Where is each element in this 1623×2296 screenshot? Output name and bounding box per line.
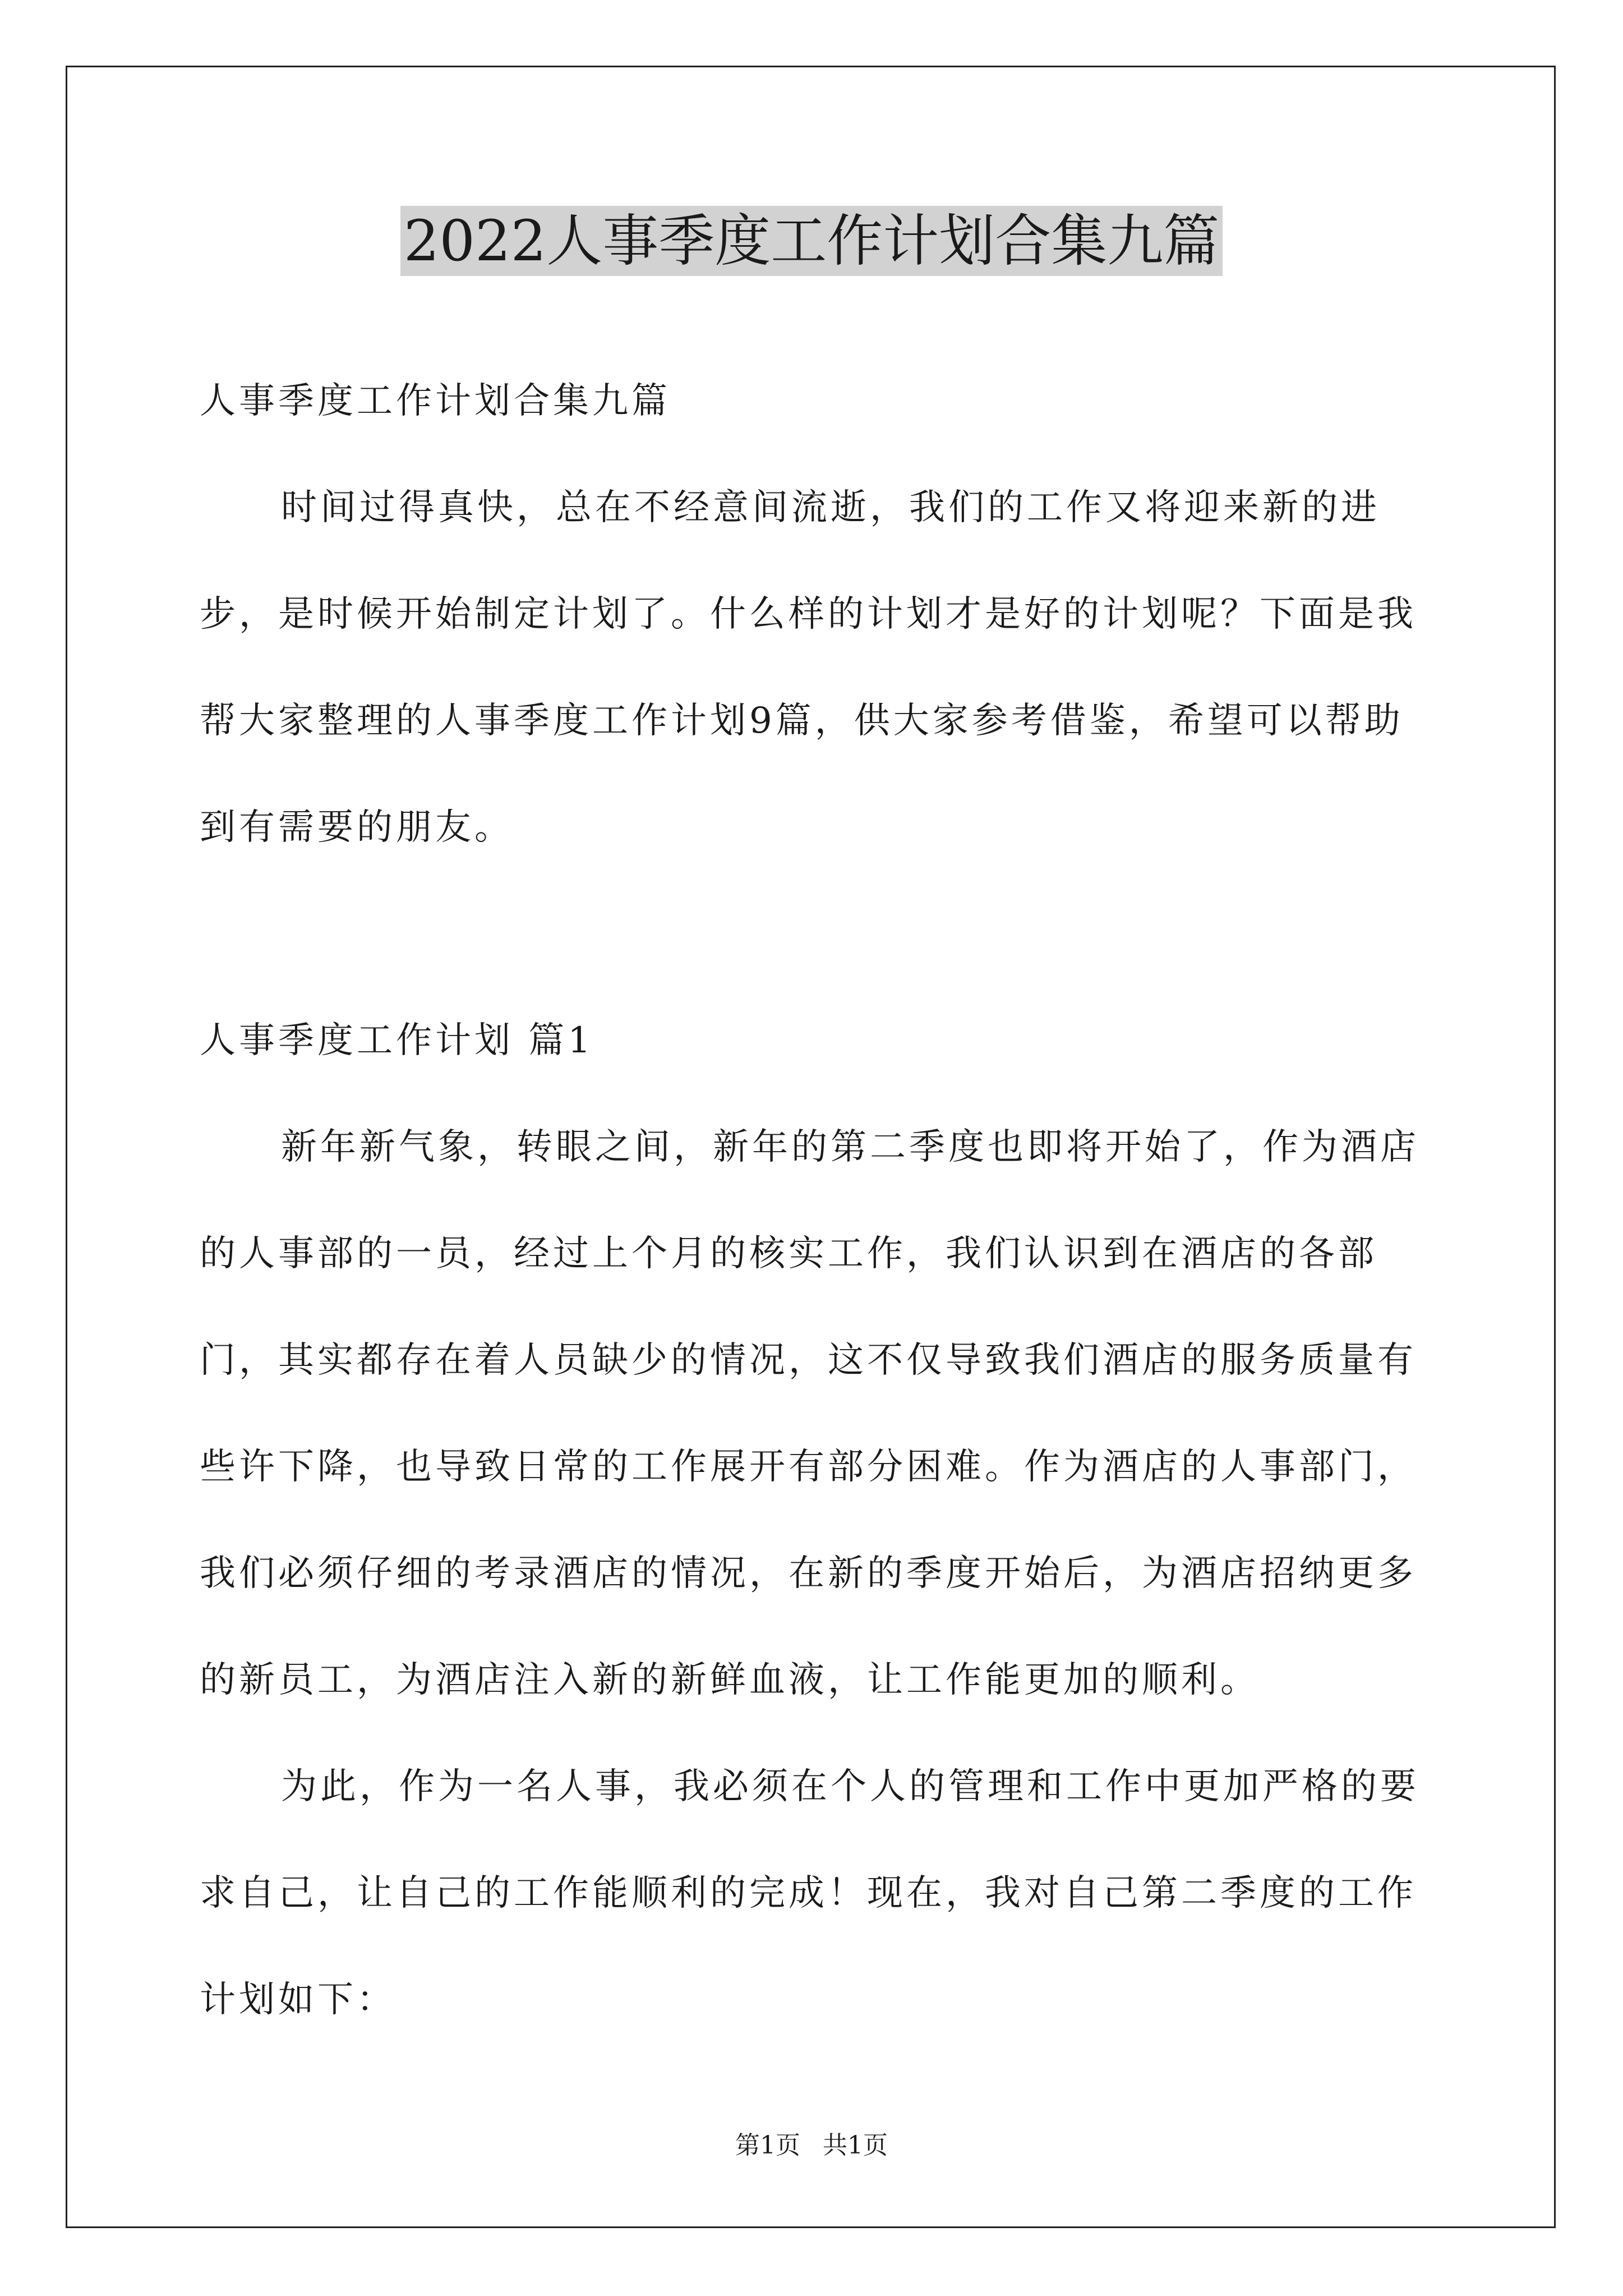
page-number-current: 第1页 — [735, 2131, 800, 2160]
section-heading: 人事季度工作计划 篇1 — [200, 1020, 594, 1061]
section-paragraph-2: 为此，作为一名人事，我必须在个人的管理和工作中更加严格的要求自己，让自己的工作能顺利的完成！现在，我对自己第二季度的工作计划如下： — [200, 1766, 1419, 2021]
page-footer — [0, 2129, 1623, 2162]
section-spacer — [200, 881, 1433, 987]
document-body — [200, 348, 1433, 2053]
section-paragraph-1: 新年新气象，转眼之间，新年的第二季度也即将开始了，作为酒店的人事部的一员，经过上个月的核实工作，我们认识到在酒店的各部门，其实都存在着人员缺少的情况，这不仅导致我们酒店的服务质量有些许下降，也导致日常的工作展开有部分困难。作为酒店的人事部门，我们必须仔细的考录酒店的情况，在新的季度开始后，为酒店招纳更多的新员工，为酒店注入新的新鲜血液，让工作能更加的顺利。 — [200, 1126, 1419, 1701]
document-title-text: 2022人事季度工作计划合集九篇 — [400, 206, 1223, 276]
page-number-total: 共1页 — [823, 2131, 888, 2160]
document-title — [0, 202, 1623, 280]
intro-paragraph: 时间过得真快，总在不经意间流逝，我们的工作又将迎来新的进步，是时候开始制定计划了。什么样的计划才是好的计划呢？下面是我帮大家整理的人事季度工作计划9篇，供大家参考借鉴，希望可以帮助到有需要的朋友。 — [200, 487, 1417, 848]
subtitle: 人事季度工作计划合集九篇 — [200, 380, 671, 422]
